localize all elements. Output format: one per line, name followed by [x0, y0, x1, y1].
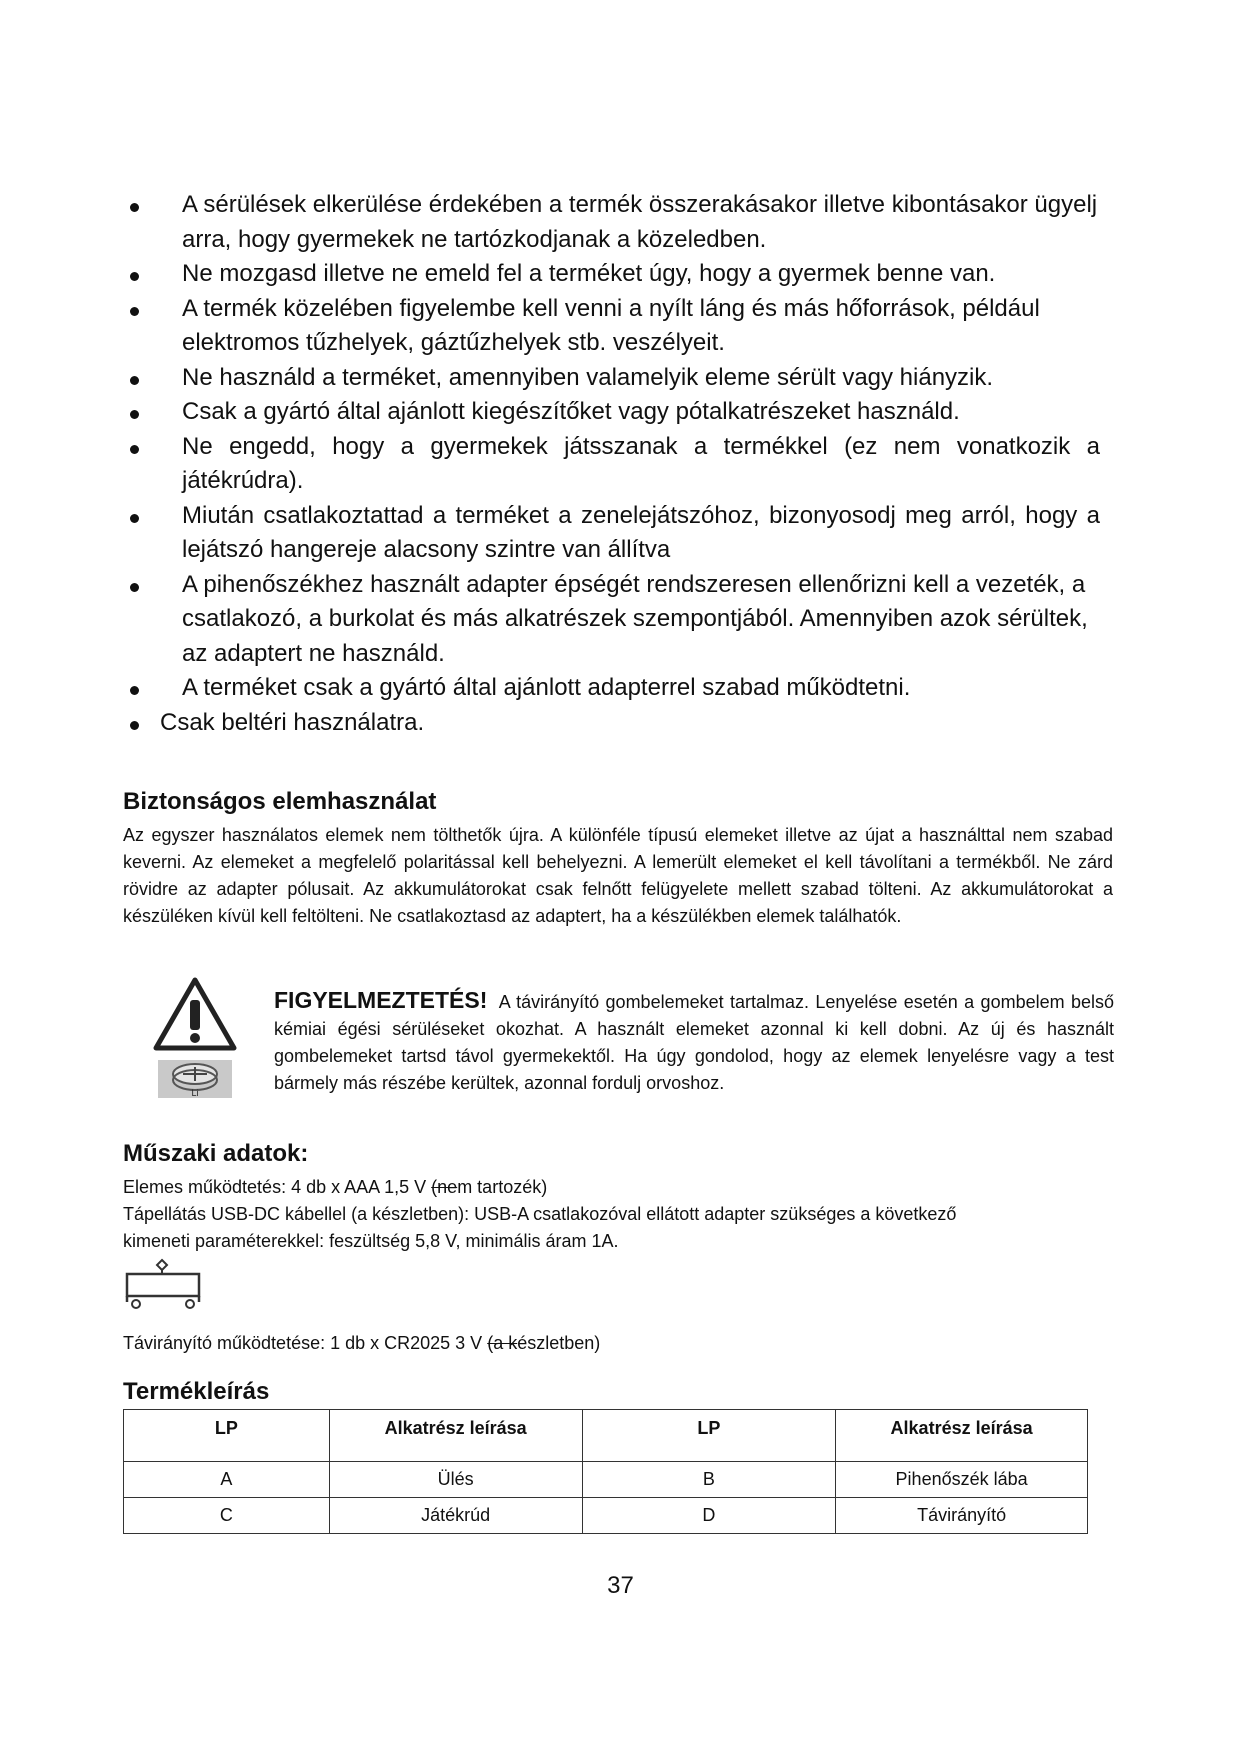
header-part-description: Alkatrész leírása	[329, 1410, 582, 1462]
table-cell: C	[124, 1498, 330, 1534]
list-item: A termék közelében figyelembe kell venni a nyílt láng és más hőforrások, például elektromos tűzhelyek, gáztűzhelyek stb. veszélyeit.	[120, 292, 1100, 361]
list-item: Ne mozgasd illetve ne emeld fel a terméket úgy, hogy a gyermek benne van.	[120, 257, 1100, 292]
page-number: 37	[607, 1572, 634, 1599]
bullet-icon	[130, 583, 139, 592]
header-lp: LP	[124, 1410, 330, 1462]
list-item: A terméket csak a gyártó által ajánlott adapterrel szabad működtetni.	[120, 671, 1100, 706]
warning-block	[274, 987, 1114, 1097]
table-cell: B	[582, 1462, 836, 1498]
bullet-icon	[130, 410, 139, 419]
spec-power-line: Tápellátás USB-DC kábellel (a készletben): USB-A csatlakozóval ellátott adapter szükséges a következő	[123, 1204, 957, 1224]
product-description-title: Termékleírás	[123, 1378, 270, 1405]
battery-safety-title: Biztonságos elemhasználat	[123, 788, 437, 815]
battery-safety-text: Az egyszer használatos elemek nem tölthetők újra. A különféle típusú elemeket illetve az újat a használttal nem szabad keverni. Az elemeket a megfelelő polaritással kell behelyezni. A lemerült elemeket el kell távolítani a termékből. Ne zárd rövidre az adapter pólusait. Az akkumulátorokat csak felnőtt felügyelete mellett szabad tölteni. Az akkumulátorokat a készüléken kívül kell feltölteni. Ne csatlakoztasd az adaptert, ha a készülékben elemek találhatók.	[123, 825, 1113, 926]
table-cell: D	[582, 1498, 836, 1534]
list-item: Csak beltéri használatra.	[120, 706, 1100, 741]
table-cell: Ülés	[329, 1462, 582, 1498]
bullet-icon	[130, 686, 139, 695]
bullet-icon	[130, 203, 139, 212]
table-cell: Távirányító	[836, 1498, 1088, 1534]
specs-title: Műszaki adatok:	[123, 1140, 309, 1167]
bullet-icon	[130, 307, 139, 316]
safety-bullet-list	[120, 188, 1100, 740]
spec-remote-line: Távirányító működtetése: 1 db x CR2025 3 V (a készletben)	[123, 1333, 601, 1353]
parts-table	[123, 1409, 1088, 1534]
header-lp: LP	[582, 1410, 836, 1462]
list-item: A sérülések elkerülése érdekében a termék összerakásakor illetve kibontásakor ügyelj arra, hogy gyermekek ne tartózkodjanak a közeledben.	[120, 188, 1100, 257]
warning-battery-icon	[152, 976, 238, 1100]
warning-heading: FIGYELMEZTETÉS!	[274, 987, 488, 1013]
dc-polarity-icon	[122, 1258, 204, 1310]
list-item: A pihenőszékhez használt adapter épségét rendszeresen ellenőrizni kell a vezeték, a csatlakozó, a burkolat és más alkatrészek szempontjából. Amennyiben azok sérültek, az adaptert ne használd.	[120, 568, 1100, 672]
warning-text: A távirányító gombelemeket tartalmaz. Lenyelése esetén a gombelem belső kémiai égési sérüléseket okozhat. A használt elemeket azonnal ki kell dobni. Az új és használt gombelemeket tartsd távol gyermekektől. Ha úgy gondolod, hogy az elemek lenyelésre vagy a test bármely más részébe kerültek, azonnal fordulj orvoshoz.	[274, 992, 1114, 1093]
table-header-row	[124, 1410, 1088, 1462]
spec-output-line: kimeneti paraméterekkel: feszültség 5,8 V, minimális áram 1A.	[123, 1231, 619, 1251]
bullet-icon	[130, 445, 139, 454]
header-part-description: Alkatrész leírása	[836, 1410, 1088, 1462]
bullet-icon	[130, 272, 139, 281]
list-item: Ne használd a terméket, amennyiben valamelyik eleme sérült vagy hiányzik.	[120, 361, 1100, 396]
svg-text:Li: Li	[191, 1088, 199, 1098]
bullet-icon	[130, 721, 139, 730]
table-cell: Pihenőszék lába	[836, 1462, 1088, 1498]
table-cell: Játékrúd	[329, 1498, 582, 1534]
spec-battery-line: Elemes működtetés: 4 db x AAA 1,5 V (nem tartozék)	[123, 1177, 548, 1197]
list-item: Csak a gyártó által ajánlott kiegészítőket vagy pótalkatrészeket használd.	[120, 395, 1100, 430]
table-cell: A	[124, 1462, 330, 1498]
table-row	[124, 1498, 1088, 1534]
bullet-icon	[130, 514, 139, 523]
list-item: Ne engedd, hogy a gyermekek játsszanak a termékkel (ez nem vonatkozik a játékrúdra).	[120, 430, 1100, 499]
table-row	[124, 1462, 1088, 1498]
list-item: Miután csatlakoztattad a terméket a zenelejátszóhoz, bizonyosodj meg arról, hogy a lejátszó hangereje alacsony szintre van állítva	[120, 499, 1100, 568]
bullet-icon	[130, 376, 139, 385]
